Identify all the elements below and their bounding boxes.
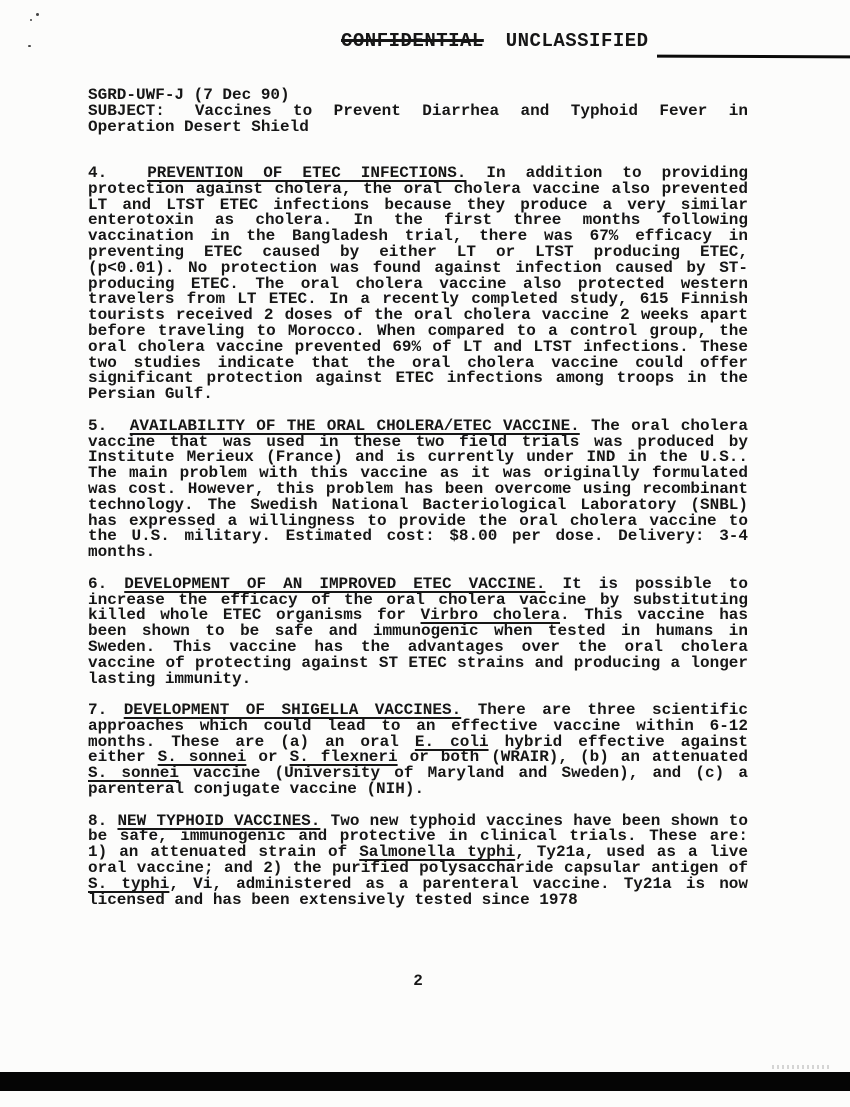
underlined-text: DEVELOPMENT OF SHIGELLA VACCINES. xyxy=(123,701,462,720)
page-number: 2 xyxy=(413,972,423,990)
underlined-text: DEVELOPMENT OF AN IMPROVED ETEC VACCINE. xyxy=(124,574,546,593)
paragraph xyxy=(88,416,748,562)
underlined-text: Virbro cholera xyxy=(420,606,561,625)
underlined-text: S. sonnei xyxy=(88,764,179,783)
text-run: It is possible to increase the efficacy of the oral cholera vaccine by substituting killed whole ETEC organisms for xyxy=(88,574,748,625)
text-run: 4. xyxy=(88,164,148,182)
paragraph xyxy=(88,166,748,403)
underlined-text: NEW TYPHOID VACCINES. xyxy=(117,811,321,830)
text-run: vaccine (University of Maryland and Sweden), and (c) a parenteral conjugate vaccine (NIH). xyxy=(88,764,748,799)
classification-header xyxy=(341,30,649,52)
underlined-text: AVAILABILITY OF THE ORAL CHOLERA/ETEC VACCINE. xyxy=(129,416,580,435)
text-run: 7. xyxy=(88,701,124,720)
text-run: There are three scientific approaches which could lead to an effective vaccine within 6-12 months. These are (a) an oral xyxy=(88,701,748,751)
text-run: hybrid effective against either xyxy=(88,732,748,767)
underlined-text: S. sonnei xyxy=(157,748,247,767)
document-paragraphs xyxy=(88,166,748,924)
memo-header xyxy=(88,88,748,135)
text-run: 8. xyxy=(88,811,118,830)
scan-artifact-line xyxy=(657,55,850,59)
paragraph xyxy=(88,811,749,909)
text-run: The oral cholera vaccine that was used in these two field trials was produced by Institute Merieux (France) and is currently under IND in the U.S.. The main problem with this vaccine as it was originally formulated was cost. However, this problem has been overcome using recombinant technology. The Swedish National Bacteriological Laboratory (SNBL) has expressed a willingness to provide the oral cholera vaccine to the U.S. military. Estimated cost: $8.00 per dose. Delivery: 3-4 months. xyxy=(88,416,748,562)
text-run: or xyxy=(246,748,290,767)
underlined-text: S. typhi xyxy=(88,874,170,893)
classification-unclassified: UNCLASSIFIED xyxy=(505,30,649,52)
office-symbol-line: SGRD-UWF-J (7 Dec 90) xyxy=(88,86,290,104)
text-run: Two new typhoid vaccines have been shown to be safe, immunogenic and protective in clinical trials. These are: 1) an attenuated strain of xyxy=(88,811,748,862)
scan-speck xyxy=(772,1065,832,1069)
text-run: , Vi, administered as a parenteral vaccine. Ty21a is now licensed and has been extensively tested since 1978 xyxy=(88,874,749,909)
scan-mark xyxy=(28,45,31,47)
underlined-text: S. flexneri xyxy=(289,748,398,767)
text-run: In addition to providing protection against cholera, the oral cholera vaccine also prevented LT and LTST ETEC infections because they produce a very similar enterotoxin as cholera. In the first three months following vaccination in the Bangladesh trial, there was 67% efficacy in preventing ETEC caused by either LT or LTST producing ETEC, (p<0.01). No protection was found against infection caused by ST-producing ETEC. The oral cholera vaccine also protected western travelers from LT ETEC. In a recently completed study, 615 Finnish tourists received 2 doses of the oral cholera vaccine 2 weeks apart before traveling to Morocco. When compared to a control group, the oral cholera vaccine prevented 69% of LT and LTST infections. These two studies indicate that the oral cholera vaccine could offer significant protection against ETEC infections among troops in the Persian Gulf. xyxy=(88,164,749,404)
subject-label: SUBJECT: xyxy=(88,101,165,120)
subject-text: Vaccines to Prevent Diarrhea and Typhoid Fever in Operation Desert Shield xyxy=(88,101,748,136)
text-run: , Ty21a, used as a live oral vaccine; and 2) the purified polysaccharide capsular antigen of xyxy=(88,843,749,878)
scan-artifact-bottom-bar xyxy=(0,1072,850,1091)
underlined-text: Salmonella typhi xyxy=(359,843,516,862)
text-run: . This vaccine has been shown to be safe and immunogenic when tested in humans in Sweden. This vaccine has the advantages over the oral cholera vaccine of protecting against ST ETEC strains and producing a longer lasting immunity. xyxy=(88,606,749,688)
text-run: 5. xyxy=(88,416,130,435)
paragraph xyxy=(88,574,749,688)
text-run: 6. xyxy=(88,574,125,593)
text-run: or both (WRAIR), (b) an attenuated xyxy=(397,748,749,767)
subject-line xyxy=(88,101,748,136)
classification-confidential-struck: CONFIDENTIAL xyxy=(341,30,484,52)
scan-mark xyxy=(30,19,32,21)
underlined-text: E. coli xyxy=(414,732,489,751)
underlined-text: PREVENTION OF ETEC INFECTIONS. xyxy=(147,164,467,182)
scan-mark xyxy=(36,13,39,16)
paragraph xyxy=(88,703,748,798)
